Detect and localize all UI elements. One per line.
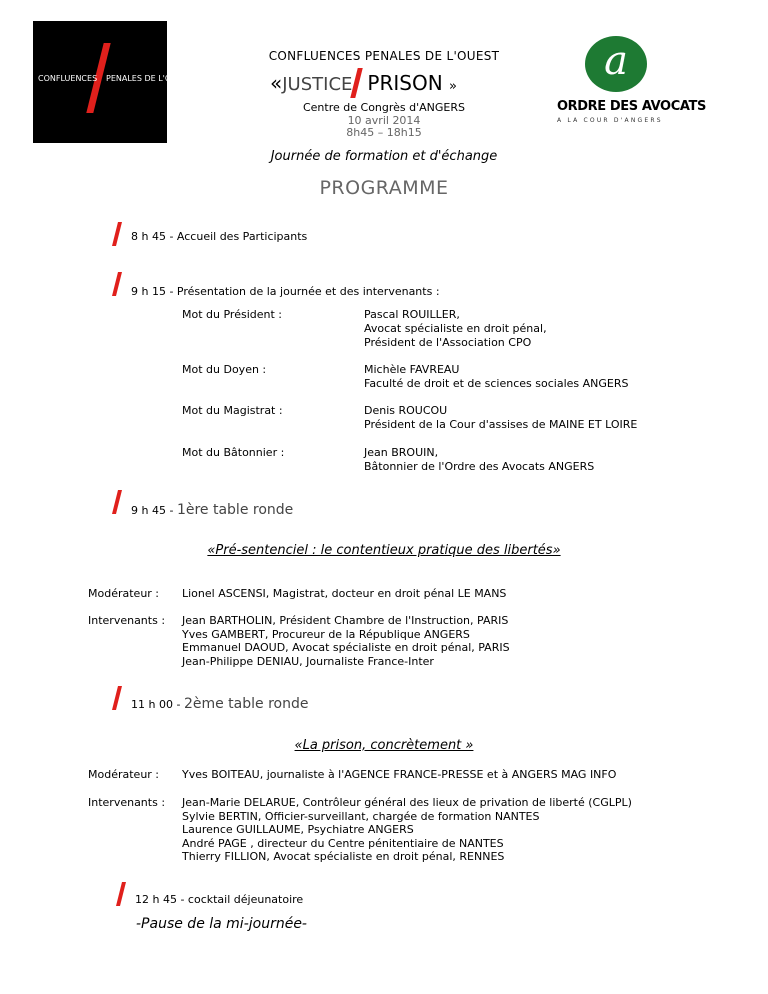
title-slash: [351, 68, 363, 98]
speakers-label: Intervenants :: [88, 614, 166, 627]
speaker-label: Mot du Doyen :: [182, 363, 267, 376]
moderator-label: Modérateur :: [88, 587, 160, 600]
speaker-info: Michèle FAVREAU Faculté de droit et de sciences sociales ANGERS: [364, 363, 629, 390]
list-item: André PAGE , directeur du Centre pénitentiaire de NANTES: [182, 836, 504, 850]
title-prison: PRISON: [367, 71, 443, 95]
list-item: Emmanuel DAOUD, Avocat spécialiste en droit pénal, PARIS: [182, 641, 510, 654]
round2-title: «La prison, concrètement »: [294, 738, 474, 753]
ordre-avocats-logo: [555, 36, 706, 126]
round2-time: 11 h 00 -: [131, 698, 181, 711]
list-item: Jean BARTHOLIN, Président Chambre de l'Instruction, PARIS: [182, 614, 509, 627]
speaker-info: Pascal ROUILLER, Avocat spécialiste en droit pénal, Président de l'Association CPO: [364, 308, 547, 349]
round1-time: 9 h 45 -: [131, 504, 174, 517]
logo-text-2: PENALES DE L'OUEST: [106, 74, 193, 83]
speakers-list: [182, 796, 632, 864]
round2-name: 2ème table ronde: [183, 696, 309, 712]
speaker-label: Mot du Bâtonnier :: [182, 446, 285, 459]
speaker-label: Mot du Magistrat :: [182, 404, 283, 417]
open-quote: «: [270, 71, 283, 95]
list-item: Jean-Marie DELARUE, Contrôleur général des lieux de privation de liberté (CGLPL): [182, 796, 632, 809]
schedule-item-presentation: 9 h 15 - Présentation de la journée et des intervenants :: [131, 285, 440, 298]
speaker-info: Jean BROUIN, Bâtonnier de l'Ordre des Avocats ANGERS: [364, 446, 595, 473]
speaker-label: Mot du Président :: [182, 308, 282, 321]
schedule-item-welcome: 8 h 45 - Accueil des Participants: [131, 230, 308, 243]
page-subtitle: Journée de formation et d'échange: [270, 149, 498, 164]
logo-circle-icon: a: [585, 36, 647, 92]
close-quote: »: [449, 79, 457, 94]
org-name: CONFLUENCES PENALES DE L'OUEST: [268, 49, 500, 63]
pause-label: -Pause de la mi-journée-: [136, 916, 307, 932]
programme-title: PROGRAMME: [319, 177, 449, 199]
speakers-label: Intervenants :: [88, 796, 166, 809]
moderator-value: Lionel ASCENSI, Magistrat, docteur en droit pénal LE MANS: [182, 587, 507, 600]
round1-name: 1ère table ronde: [176, 502, 294, 518]
item-slash: [116, 882, 126, 906]
round2-heading: [131, 696, 308, 712]
event-date: 10 avril 2014: [347, 114, 421, 127]
list-item: Laurence GUILLAUME, Psychiatre ANGERS: [182, 823, 414, 836]
item-slash: [112, 222, 122, 246]
logo-name: ORDRE DES AVOCATS: [557, 99, 706, 114]
title-justice: JUSTICE: [282, 74, 353, 95]
list-item: Thierry FILLION, Avocat spécialiste en droit pénal, RENNES: [182, 850, 505, 863]
event-title: [270, 68, 510, 98]
schedule-item-lunch: 12 h 45 - cocktail déjeunatoire: [135, 893, 304, 906]
logo-text-1: CONFLUENCES: [38, 74, 98, 83]
moderator-value: Yves BOITEAU, journaliste à l'AGENCE FRANCE-PRESSE et à ANGERS MAG INFO: [182, 768, 617, 781]
speaker-info: Denis ROUCOU Président de la Cour d'assises de MAINE ET LOIRE: [364, 404, 638, 431]
venue: Centre de Congrès d'ANGERS: [302, 101, 466, 114]
item-slash: [112, 272, 122, 296]
item-slash: [112, 490, 122, 514]
round1-title: «Pré-sentenciel : le contentieux pratique des libertés»: [207, 543, 561, 558]
speakers-list: [182, 614, 510, 668]
item-slash: [112, 686, 122, 710]
event-hours: 8h45 – 18h15: [346, 126, 422, 139]
logo-subtitle: A LA COUR D'ANGERS: [557, 117, 663, 124]
round1-heading: [131, 502, 293, 518]
list-item: Jean-Philippe DENIAU, Journaliste France-Inter: [182, 654, 434, 668]
list-item: Sylvie BERTIN, Officier-surveillant, chargée de formation NANTES: [182, 809, 540, 823]
moderator-label: Modérateur :: [88, 768, 160, 781]
list-item: Yves GAMBERT, Procureur de la République ANGERS: [182, 627, 470, 641]
